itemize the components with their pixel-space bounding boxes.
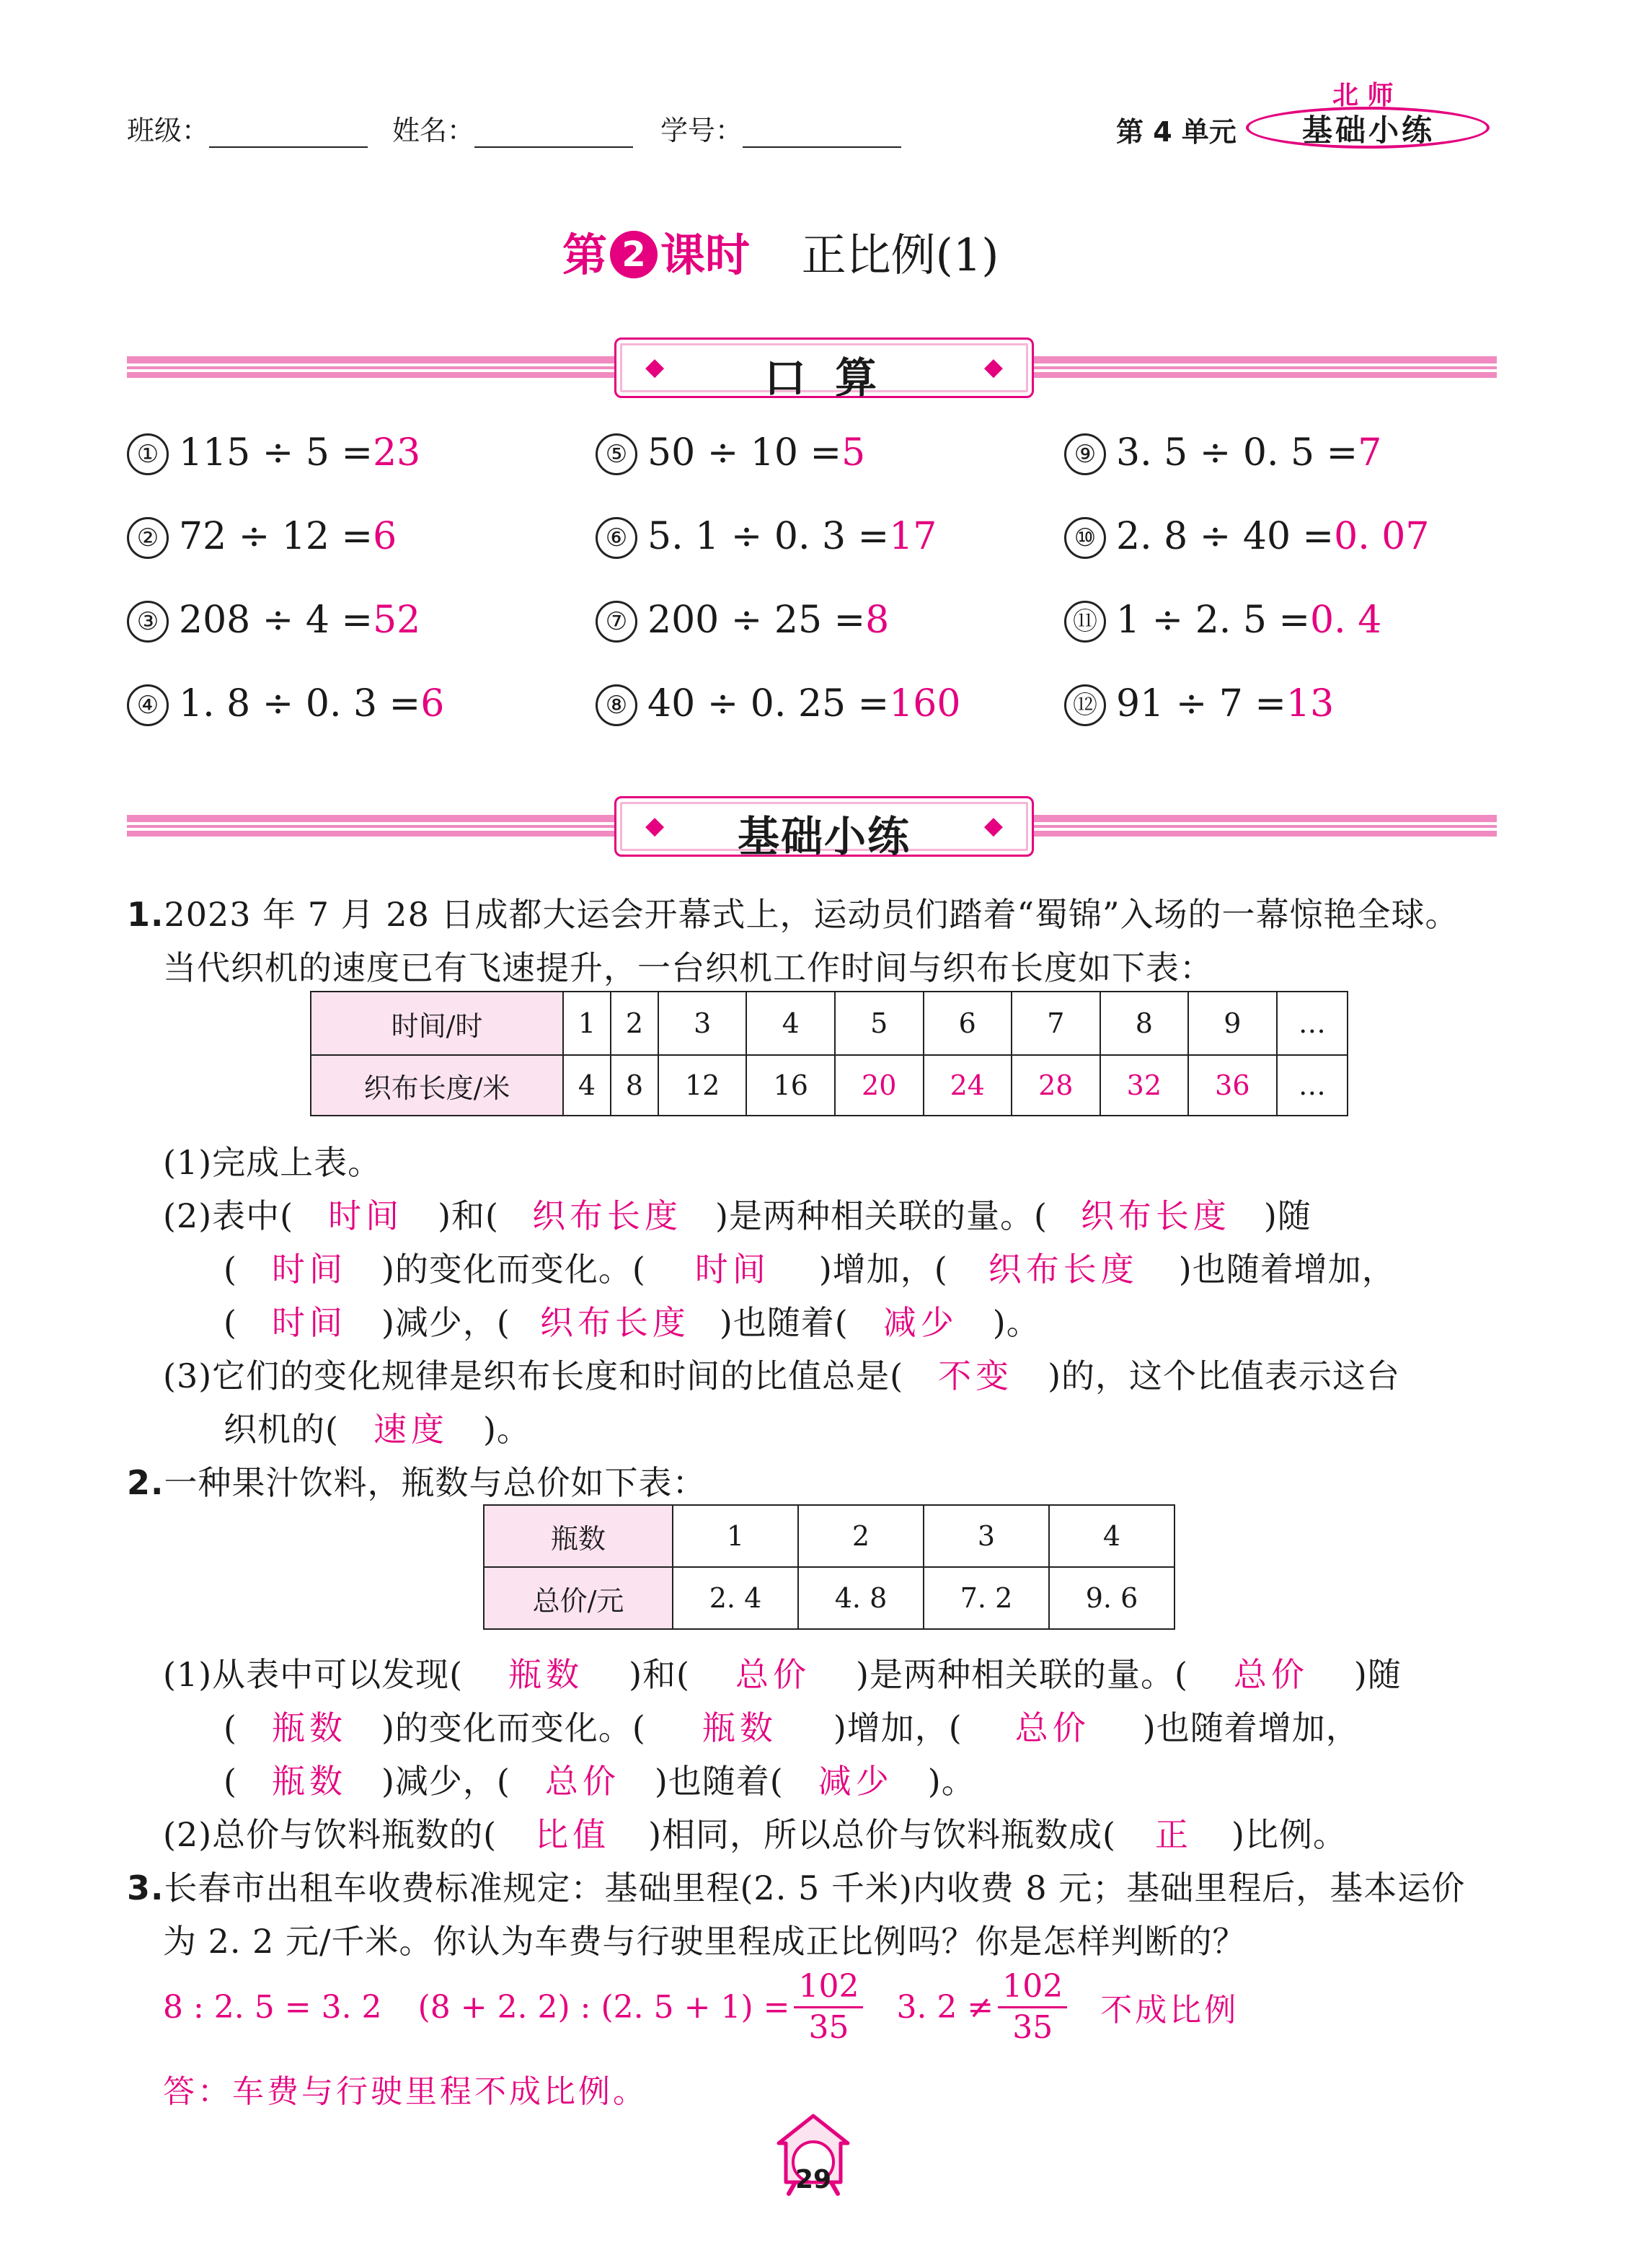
- unit-label: 第 4 单元: [1116, 116, 1237, 148]
- text: 织机的(: [224, 1410, 339, 1449]
- table-cell: 2: [611, 992, 658, 1055]
- oral-item: [127, 515, 397, 559]
- text: (3)它们的变化规律是织布长度和时间的比值总是(: [163, 1356, 904, 1395]
- answer-blank[interactable]: 速度: [373, 1410, 448, 1449]
- q1-part1: (1)完成上表。: [163, 1143, 382, 1182]
- lesson-number-badge: 2: [610, 231, 658, 278]
- q1-part3-line1: [163, 1350, 1400, 1398]
- text: )和(: [629, 1655, 691, 1694]
- table-header-cell: 瓶数: [484, 1505, 673, 1567]
- text: )是两种相关联的量。(: [856, 1655, 1188, 1694]
- table-header-cell: 总价/元: [484, 1567, 673, 1629]
- oral-item: [127, 682, 444, 726]
- text: )也随着增加，: [1178, 1250, 1396, 1289]
- oral-answer: 6: [420, 682, 445, 725]
- table-header-cell: 时间/时: [311, 992, 563, 1055]
- text: (1)从表中可以发现(: [163, 1655, 464, 1694]
- working-conclusion: 不成比例: [1100, 1992, 1239, 2029]
- text: )减少，(: [381, 1762, 510, 1801]
- page-number: 29: [795, 2165, 832, 2194]
- q1-part3-line2: [224, 1403, 531, 1451]
- answer-blank[interactable]: 瓶数: [508, 1655, 584, 1694]
- table-row: [311, 992, 1348, 1055]
- answer-blank[interactable]: 总价: [1233, 1655, 1309, 1694]
- answer-blank[interactable]: 减少: [818, 1762, 893, 1801]
- text: )比例。: [1231, 1815, 1347, 1854]
- fraction-denominator: 35: [808, 2008, 849, 2046]
- item-number: ⑧: [596, 684, 637, 726]
- fraction-numerator: 102: [794, 1967, 863, 2008]
- table-answer-cell[interactable]: 36: [1188, 1055, 1277, 1116]
- table-cell: …: [1277, 1055, 1348, 1116]
- table-row: [311, 1055, 1348, 1116]
- answer-blank[interactable]: 瓶数: [271, 1762, 347, 1801]
- class-label: 班级：: [127, 115, 210, 146]
- item-number: ⑥: [596, 517, 637, 559]
- oral-answer: 0. 07: [1334, 515, 1430, 558]
- table-header-cell: 织布长度/米: [311, 1055, 563, 1116]
- answer-blank[interactable]: 减少: [882, 1303, 958, 1342]
- working-step: 3. 2 ≠: [896, 1988, 994, 2026]
- answer-blank[interactable]: 正: [1155, 1815, 1193, 1854]
- item-number: ⑨: [1064, 433, 1106, 475]
- page-title: [562, 219, 999, 283]
- oral-expr: 50 ÷ 10 =: [647, 431, 842, 475]
- table-answer-cell[interactable]: 20: [835, 1055, 924, 1116]
- oral-item: [127, 599, 420, 643]
- text: )也随着(: [719, 1303, 849, 1342]
- table-cell: 1: [673, 1505, 798, 1567]
- item-number: ⑩: [1064, 517, 1106, 559]
- name-field: [392, 108, 633, 148]
- answer-blank[interactable]: 织布长度: [988, 1250, 1138, 1289]
- text: )是两种相关联的量。(: [715, 1196, 1048, 1235]
- answer-blank[interactable]: 总价: [735, 1655, 811, 1694]
- table-cell: 4: [746, 992, 835, 1055]
- text: )随: [1353, 1655, 1402, 1694]
- item-number: ③: [127, 601, 169, 643]
- answer-blank[interactable]: 时间: [271, 1250, 347, 1289]
- id-field: [660, 108, 901, 148]
- oral-item: [596, 515, 937, 559]
- text: (: [224, 1303, 237, 1342]
- q2-line1: [127, 1457, 706, 1504]
- oral-item: [1064, 515, 1429, 559]
- fraction-denominator: 35: [1012, 2008, 1053, 2046]
- q3-line1: [127, 1862, 1465, 1910]
- question-number: 1.: [127, 895, 164, 934]
- table-cell: 9: [1188, 992, 1277, 1055]
- q2-part1-line1: [163, 1649, 1402, 1696]
- id-blank[interactable]: [743, 118, 901, 148]
- answer-blank[interactable]: 时间: [271, 1303, 347, 1342]
- text: )相同，所以总价与饮料瓶数成(: [648, 1815, 1117, 1854]
- oral-answer: 8: [865, 599, 890, 642]
- class-field: [127, 108, 368, 148]
- q1-text: 2023 年 7 月 28 日成都大运会开幕式上，运动员们踏着“蜀锦”入场的一幕惊艳全球。: [164, 895, 1459, 934]
- text: )也随着(: [654, 1762, 784, 1801]
- oral-expr: 208 ÷ 4 =: [179, 599, 373, 642]
- text: )也随着增加，: [1142, 1708, 1360, 1747]
- text: )的，这个比值表示这台: [1048, 1356, 1401, 1395]
- answer-blank[interactable]: 织布长度: [1080, 1196, 1231, 1235]
- answer-blank[interactable]: 织布长度: [539, 1303, 690, 1342]
- question-number: 2.: [127, 1463, 164, 1502]
- oral-expr: 2. 8 ÷ 40 =: [1116, 515, 1335, 558]
- q3-working: [163, 1960, 1239, 2054]
- text: (: [224, 1762, 237, 1801]
- oral-answer: 13: [1286, 682, 1335, 725]
- text: (2)表中(: [163, 1196, 294, 1235]
- section-title-practice: 基础小练: [737, 812, 911, 861]
- q1-part2-line3: [224, 1297, 1040, 1344]
- table-cell: 7: [1012, 992, 1100, 1055]
- diamond-icon: ◆: [645, 811, 665, 840]
- answer-blank[interactable]: 不变: [938, 1356, 1014, 1395]
- text: )。: [992, 1303, 1040, 1342]
- q3-line2: 为 2. 2 元/千米。你认为车费与行驶里程成正比例吗？你是怎样判断的？: [163, 1922, 1247, 1961]
- oral-item: [596, 682, 960, 726]
- q2-part2: [163, 1809, 1347, 1856]
- text: )。: [927, 1762, 976, 1801]
- section-banner-oral: [614, 337, 1034, 402]
- table-cell: 2: [798, 1505, 924, 1567]
- text: )增加，(: [833, 1708, 963, 1747]
- diamond-icon: ◆: [983, 353, 1003, 381]
- question-number: 3.: [127, 1868, 164, 1907]
- table-cell: …: [1277, 992, 1348, 1055]
- q1-line2: 当代织机的速度已有飞速提升，一台织机工作时间与织布长度如下表：: [163, 948, 1213, 987]
- item-number: ②: [127, 517, 169, 559]
- oral-answer: 0. 4: [1310, 599, 1382, 642]
- oral-item: [1064, 682, 1334, 726]
- table-cell: 7. 2: [924, 1567, 1049, 1629]
- oral-item: [127, 431, 420, 475]
- table-row: [484, 1567, 1174, 1629]
- working-step: 8 : 2. 5 = 3. 2: [163, 1988, 382, 2026]
- oral-item: [1064, 599, 1381, 643]
- oral-item: [596, 431, 865, 475]
- oral-expr: 1. 8 ÷ 0. 3 =: [179, 682, 421, 725]
- table-cell: 1: [563, 992, 611, 1055]
- oral-answer: 160: [889, 682, 961, 725]
- item-number: ⑤: [596, 433, 637, 475]
- item-number: ⑪: [1064, 601, 1106, 643]
- diamond-icon: ◆: [983, 811, 1003, 840]
- table-answer-cell[interactable]: 32: [1100, 1055, 1189, 1116]
- q1-line1: [127, 888, 1459, 936]
- q2-table: [483, 1504, 1175, 1630]
- item-number: ⑫: [1064, 684, 1106, 726]
- fraction: [794, 1967, 863, 2047]
- name-blank[interactable]: [474, 118, 633, 148]
- lesson-prefix: 第: [562, 229, 608, 281]
- name-label: 姓名：: [392, 115, 475, 146]
- text: (: [224, 1250, 237, 1289]
- fraction: [998, 1967, 1067, 2047]
- fraction-numerator: 102: [998, 1967, 1067, 2008]
- oral-answer: 52: [373, 599, 421, 642]
- id-label: 学号：: [660, 115, 743, 146]
- oral-expr: 3. 5 ÷ 0. 5 =: [1116, 431, 1358, 475]
- item-number: ⑦: [596, 601, 637, 643]
- q2-part1-line3: [224, 1755, 976, 1803]
- item-number: ④: [127, 684, 169, 726]
- answer-blank[interactable]: 比值: [535, 1815, 611, 1854]
- table-cell: 3: [924, 1505, 1049, 1567]
- q1-table: [310, 991, 1348, 1116]
- table-cell: 2. 4: [673, 1567, 798, 1629]
- q1-part2-line1: [163, 1190, 1311, 1237]
- answer-blank[interactable]: 时间: [328, 1196, 404, 1235]
- oral-item: [596, 599, 889, 643]
- text: )和(: [438, 1196, 500, 1235]
- q3-answer: 答：车费与行驶里程不成比例。: [163, 2073, 647, 2110]
- oral-answer: 23: [373, 431, 421, 475]
- table-cell: 6: [924, 992, 1012, 1055]
- diamond-icon: ◆: [645, 353, 665, 381]
- text: )的变化而变化。(: [381, 1708, 646, 1747]
- oral-answer: 7: [1358, 431, 1382, 475]
- text: )。: [482, 1410, 531, 1449]
- oral-answer: 6: [373, 515, 397, 558]
- q2-part1-line2: [224, 1702, 1360, 1749]
- oral-answer: 5: [841, 431, 866, 475]
- table-cell: 5: [835, 992, 924, 1055]
- table-cell: 16: [746, 1055, 835, 1116]
- q2-text: 一种果汁饮料，瓶数与总价如下表：: [164, 1463, 707, 1502]
- oral-expr: 115 ÷ 5 =: [179, 431, 373, 475]
- oral-item: [1064, 431, 1381, 475]
- table-cell: 3: [658, 992, 747, 1055]
- table-row: [484, 1505, 1174, 1567]
- oral-expr: 200 ÷ 25 =: [647, 599, 866, 642]
- text: )增加，(: [818, 1250, 948, 1289]
- table-cell: 9. 6: [1049, 1567, 1174, 1629]
- table-answer-cell[interactable]: 28: [1012, 1055, 1100, 1116]
- lesson-suffix: 课时: [660, 229, 751, 281]
- oral-expr: 72 ÷ 12 =: [179, 515, 373, 558]
- answer-blank[interactable]: 瓶数: [271, 1708, 347, 1747]
- oral-expr: 40 ÷ 0. 25 =: [647, 682, 890, 725]
- answer-blank[interactable]: 总价: [1014, 1708, 1090, 1747]
- brand-top: 北 师: [1332, 81, 1394, 110]
- table-cell: 4. 8: [798, 1567, 924, 1629]
- answer-blank[interactable]: 总价: [544, 1762, 620, 1801]
- brand-name: 基础小练: [1301, 112, 1435, 148]
- table-cell: 12: [658, 1055, 747, 1116]
- oral-expr: 91 ÷ 7 =: [1116, 682, 1286, 725]
- text: )随: [1263, 1196, 1311, 1235]
- oral-expr: 5. 1 ÷ 0. 3 =: [647, 515, 890, 558]
- text: (: [224, 1708, 237, 1747]
- table-cell: 8: [1100, 992, 1189, 1055]
- q1-part2-line2: [224, 1243, 1396, 1291]
- text: )的变化而变化。(: [381, 1250, 646, 1289]
- class-blank[interactable]: [209, 118, 368, 148]
- oral-expr: 1 ÷ 2. 5 =: [1116, 599, 1311, 642]
- table-cell: 8: [611, 1055, 658, 1116]
- oral-answer: 17: [889, 515, 937, 558]
- text: )减少，(: [381, 1303, 510, 1342]
- answer-blank[interactable]: 时间: [694, 1250, 770, 1289]
- working-step: (8 + 2. 2) : (2. 5 + 1) =: [417, 1988, 790, 2026]
- section-banner-practice: [614, 796, 1034, 861]
- answer-blank[interactable]: 织布长度: [532, 1196, 683, 1235]
- q3-text: 长春市出租车收费标准规定：基础里程(2. 5 千米)内收费 8 元；基础里程后，基本运价: [164, 1868, 1466, 1907]
- text: (2)总价与饮料瓶数的(: [163, 1815, 497, 1854]
- section-title-oral: 口 算: [764, 353, 885, 402]
- item-number: ①: [127, 433, 169, 475]
- answer-blank[interactable]: 瓶数: [702, 1708, 777, 1747]
- table-cell: 4: [1049, 1505, 1174, 1567]
- topic-title: 正比例(1): [801, 229, 999, 281]
- table-cell: 4: [563, 1055, 611, 1116]
- table-answer-cell[interactable]: 24: [924, 1055, 1012, 1116]
